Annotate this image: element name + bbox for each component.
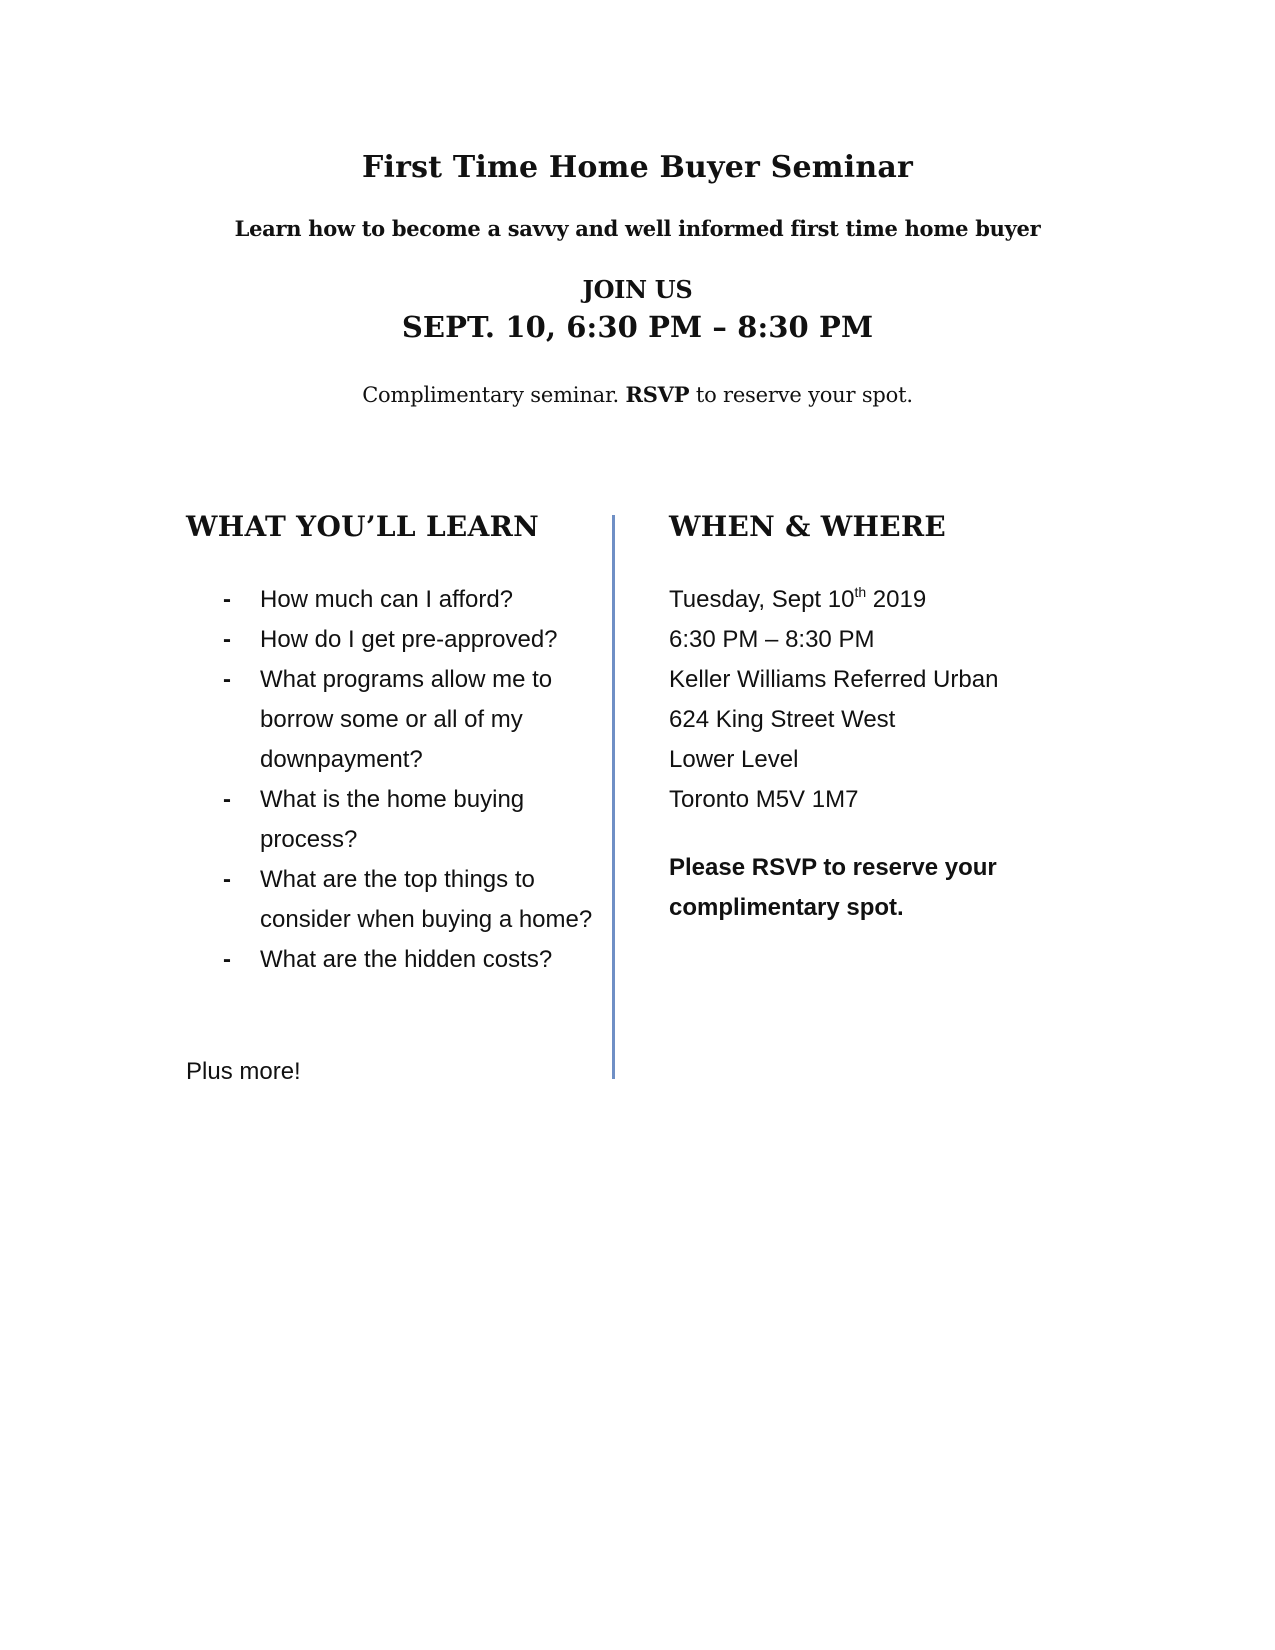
- bullet-dash: -: [223, 586, 231, 613]
- list-item: [220, 780, 600, 860]
- list-item: [220, 860, 600, 940]
- venue-name: Keller Williams Referred Urban: [669, 666, 999, 693]
- event-date: [669, 580, 1229, 620]
- page-subtitle: Learn how to become a savvy and well informed first time home buyer: [234, 216, 1041, 241]
- event-date-year: 2019: [866, 586, 927, 613]
- venue-city: Toronto M5V 1M7: [669, 786, 859, 813]
- list-item-text: How much can I afford?: [260, 586, 514, 613]
- list-item: [220, 940, 600, 980]
- list-item-text: How do I get pre-approved?: [260, 626, 558, 653]
- learn-list: [220, 580, 600, 980]
- bullet-dash: -: [223, 946, 231, 973]
- event-details: [669, 580, 1229, 820]
- venue-level: Lower Level: [669, 746, 799, 773]
- list-item-text: What are the hidden costs?: [260, 946, 553, 973]
- complimentary-prefix: Complimentary seminar.: [362, 383, 626, 407]
- bullet-dash: -: [223, 786, 231, 813]
- page-title: First Time Home Buyer Seminar: [361, 150, 913, 185]
- list-item: [220, 660, 600, 780]
- learn-heading: WHAT YOU’LL LEARN: [186, 510, 540, 543]
- complimentary-note: [0, 382, 1275, 407]
- list-item-text: What are the top things to consider when buying a home?: [260, 866, 593, 933]
- event-datetime: SEPT. 10, 6:30 PM – 8:30 PM: [401, 310, 874, 344]
- event-date-prefix: Tuesday, Sept 10: [669, 586, 855, 613]
- bullet-dash: -: [223, 626, 231, 653]
- rsvp-note: Please RSVP to reserve your complimentary spot.: [669, 854, 997, 921]
- list-item: [220, 620, 600, 660]
- list-item-text: What is the home buying process?: [260, 786, 525, 853]
- column-divider: [612, 515, 615, 1079]
- join-us-heading: JOIN US: [582, 275, 693, 304]
- event-date-suffix-sup: th: [854, 584, 867, 600]
- bullet-dash: -: [223, 666, 231, 693]
- bullet-dash: -: [223, 866, 231, 893]
- when-where-heading: WHEN & WHERE: [669, 510, 947, 543]
- plus-more: Plus more!: [186, 1058, 301, 1085]
- rsvp-emphasis: RSVP: [625, 382, 690, 407]
- venue-street: 624 King Street West: [669, 706, 896, 733]
- list-item: [220, 580, 600, 620]
- complimentary-suffix: to reserve your spot.: [689, 383, 913, 407]
- list-item-text: What programs allow me to borrow some or all of my downpayment?: [260, 666, 553, 773]
- event-time: 6:30 PM – 8:30 PM: [669, 626, 875, 653]
